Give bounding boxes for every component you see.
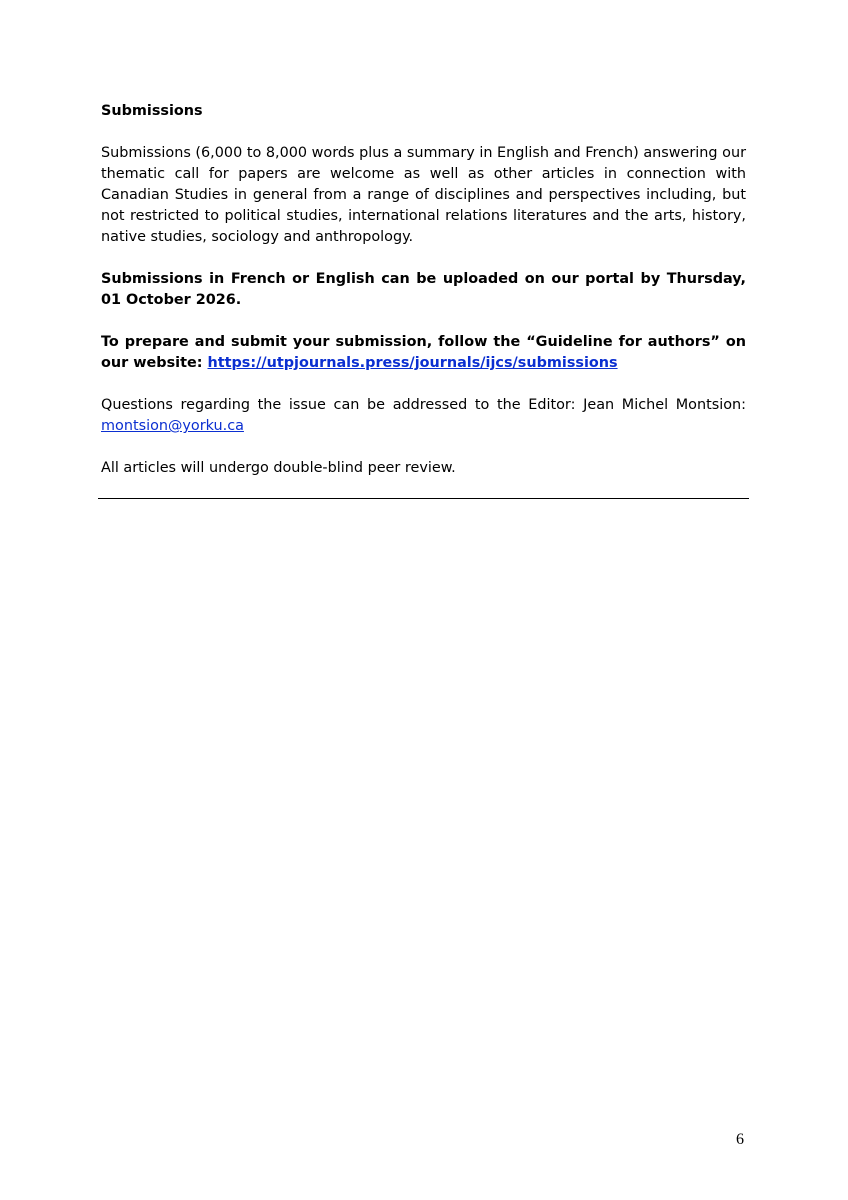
guideline-text: To prepare and submit your submission, follow the “Guideline for authors” on our website: <box>101 334 746 371</box>
guideline-paragraph <box>101 332 746 374</box>
questions-paragraph <box>101 395 746 437</box>
editor-email-link[interactable]: montsion@yorku.ca <box>101 418 244 434</box>
section-heading: Submissions <box>101 103 203 119</box>
intro-paragraph: Submissions (6,000 to 8,000 words plus a summary in English and French) answering our thematic call for papers are welcome as well as other articles in connection with Canadian Studies in general from a range of disciplines and perspectives including, but not restricted to political studies, international relations literatures and the arts, history, native studies, sociology and anthropology. <box>101 145 746 245</box>
submissions-link[interactable]: https://utpjournals.press/journals/ijcs/submissions <box>207 355 618 371</box>
deadline-paragraph: Submissions in French or English can be uploaded on our portal by Thursday, 01 October 2026. <box>101 271 746 308</box>
review-note: All articles will undergo double-blind peer review. <box>101 460 456 476</box>
horizontal-divider <box>98 498 749 499</box>
submissions-section <box>101 101 746 500</box>
page-number: 6 <box>736 1131 744 1148</box>
questions-text: Questions regarding the issue can be addressed to the Editor: Jean Michel Montsion: <box>101 397 746 413</box>
